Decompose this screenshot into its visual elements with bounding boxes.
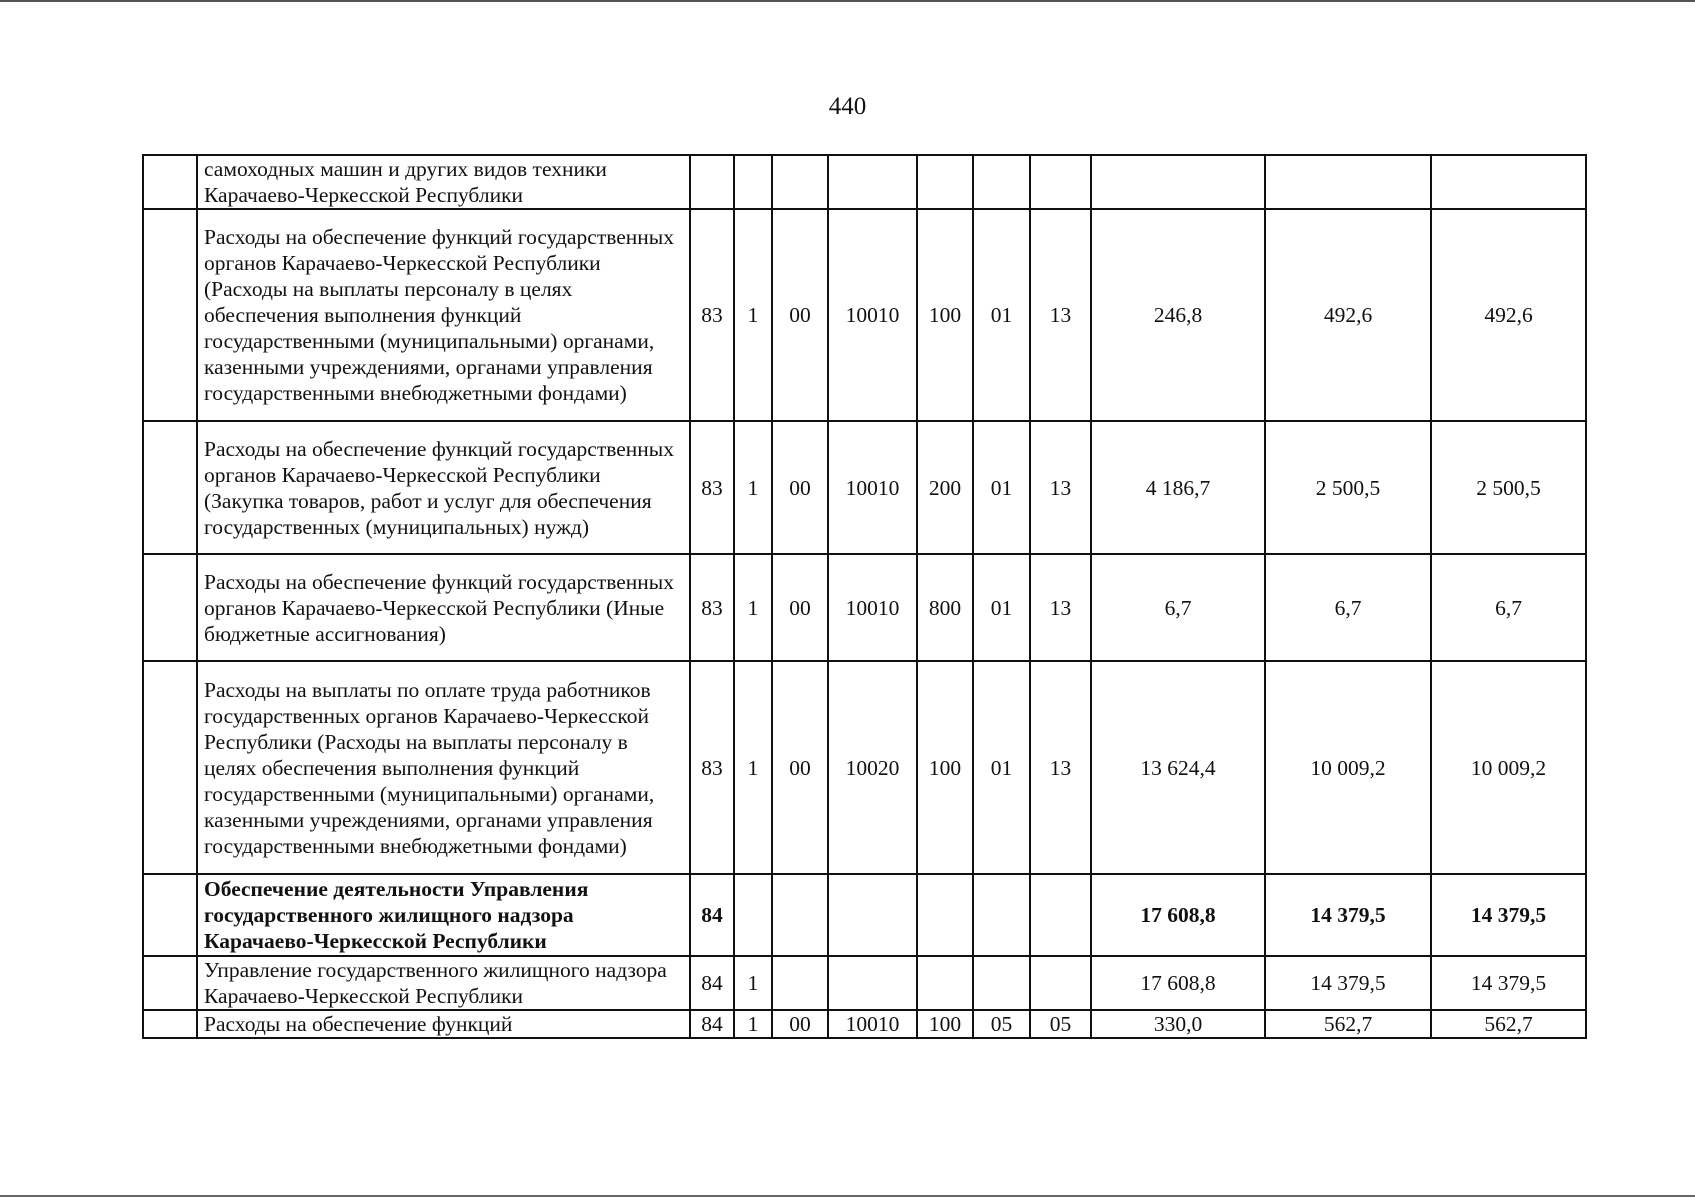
amount-cell-3: 10 009,2 <box>1431 661 1586 874</box>
code-cell-subprogram: 00 <box>772 209 828 421</box>
code-cell-subprogram <box>772 155 828 209</box>
code-cell-program: 1 <box>734 554 772 661</box>
code-cell-direction: 10010 <box>828 1010 917 1038</box>
row-number-cell <box>143 956 197 1010</box>
code-cell-subprogram: 00 <box>772 1010 828 1038</box>
code-cell-admin: 84 <box>690 1010 734 1038</box>
amount-cell-1: 4 186,7 <box>1091 421 1265 554</box>
code-cell-direction: 10010 <box>828 421 917 554</box>
amount-cell-1: 17 608,8 <box>1091 956 1265 1010</box>
code-cell-subprogram <box>772 874 828 956</box>
amount-cell-3: 14 379,5 <box>1431 874 1586 956</box>
code-cell-subsection: 13 <box>1030 554 1091 661</box>
code-cell-section <box>973 874 1030 956</box>
table-row <box>143 209 1586 421</box>
amount-cell-3: 6,7 <box>1431 554 1586 661</box>
code-cell-section <box>973 155 1030 209</box>
code-cell-subprogram: 00 <box>772 421 828 554</box>
code-cell-expense-type: 100 <box>917 1010 973 1038</box>
code-cell-admin: 84 <box>690 874 734 956</box>
amount-cell-2: 562,7 <box>1265 1010 1431 1038</box>
row-number-cell <box>143 209 197 421</box>
amount-cell-3: 492,6 <box>1431 209 1586 421</box>
code-cell-subprogram: 00 <box>772 661 828 874</box>
code-cell-direction <box>828 956 917 1010</box>
amount-cell-1: 13 624,4 <box>1091 661 1265 874</box>
code-cell-program: 1 <box>734 661 772 874</box>
table-row <box>143 421 1586 554</box>
top-scan-rule <box>0 0 1695 2</box>
code-cell-section: 01 <box>973 421 1030 554</box>
amount-cell-2: 14 379,5 <box>1265 874 1431 956</box>
code-cell-subsection <box>1030 874 1091 956</box>
code-cell-subsection: 05 <box>1030 1010 1091 1038</box>
table-row <box>143 554 1586 661</box>
amount-cell-1: 246,8 <box>1091 209 1265 421</box>
amount-cell-3: 2 500,5 <box>1431 421 1586 554</box>
page-number: 440 <box>828 93 867 120</box>
description-cell: Управление государственного жилищного надзора Карачаево-Черкесской Республики <box>197 956 690 1010</box>
row-number-cell <box>143 421 197 554</box>
table-row <box>143 1010 1586 1038</box>
code-cell-direction: 10010 <box>828 554 917 661</box>
amount-cell-2: 14 379,5 <box>1265 956 1431 1010</box>
amount-cell-2 <box>1265 155 1431 209</box>
code-cell-admin: 83 <box>690 421 734 554</box>
row-number-cell <box>143 155 197 209</box>
amount-cell-3: 562,7 <box>1431 1010 1586 1038</box>
description-cell: Расходы на выплаты по оплате труда работников государственных органов Карачаево-Черкесской Республики (Расходы на выплаты персоналу в целях обеспечения выполнения функций государственными (муниципальными) органами, казенными учреждениями, органами управления государственными внебюджетными фондами) <box>197 661 690 874</box>
code-cell-admin <box>690 155 734 209</box>
code-cell-admin: 83 <box>690 661 734 874</box>
description-cell: Обеспечение деятельности Управления государственного жилищного надзора Карачаево-Черкесской Республики <box>197 874 690 956</box>
code-cell-subsection <box>1030 956 1091 1010</box>
table-row <box>143 956 1586 1010</box>
code-cell-expense-type: 100 <box>917 209 973 421</box>
code-cell-section: 01 <box>973 554 1030 661</box>
code-cell-program: 1 <box>734 209 772 421</box>
amount-cell-3: 14 379,5 <box>1431 956 1586 1010</box>
amount-cell-2: 492,6 <box>1265 209 1431 421</box>
description-cell: Расходы на обеспечение функций государственных органов Карачаево-Черкесской Республики (Закупка товаров, работ и услуг для обеспечения государственных (муниципальных) нужд) <box>197 421 690 554</box>
amount-cell-2: 6,7 <box>1265 554 1431 661</box>
code-cell-expense-type: 800 <box>917 554 973 661</box>
code-cell-expense-type: 200 <box>917 421 973 554</box>
code-cell-expense-type <box>917 956 973 1010</box>
code-cell-expense-type <box>917 874 973 956</box>
code-cell-section: 01 <box>973 209 1030 421</box>
code-cell-program: 1 <box>734 1010 772 1038</box>
description-cell: Расходы на обеспечение функций <box>197 1010 690 1038</box>
amount-cell-1 <box>1091 155 1265 209</box>
code-cell-expense-type <box>917 155 973 209</box>
code-cell-admin: 83 <box>690 209 734 421</box>
row-number-cell <box>143 874 197 956</box>
table-row <box>143 661 1586 874</box>
code-cell-direction <box>828 155 917 209</box>
row-number-cell <box>143 661 197 874</box>
code-cell-direction: 10010 <box>828 209 917 421</box>
description-cell: Расходы на обеспечение функций государственных органов Карачаево-Черкесской Республики (Расходы на выплаты персоналу в целях обеспечения выполнения функций государственными (муниципальными) органами, казенными учреждениями, органами управления государственными внебюджетными фондами) <box>197 209 690 421</box>
bottom-scan-rule <box>0 1195 1695 1197</box>
code-cell-admin: 83 <box>690 554 734 661</box>
code-cell-program <box>734 874 772 956</box>
amount-cell-1: 6,7 <box>1091 554 1265 661</box>
code-cell-direction: 10020 <box>828 661 917 874</box>
amount-cell-2: 10 009,2 <box>1265 661 1431 874</box>
code-cell-subsection: 13 <box>1030 209 1091 421</box>
description-cell: самоходных машин и других видов техники Карачаево-Черкесской Республики <box>197 155 690 209</box>
code-cell-program <box>734 155 772 209</box>
code-cell-subprogram <box>772 956 828 1010</box>
row-number-cell <box>143 1010 197 1038</box>
amount-cell-1: 330,0 <box>1091 1010 1265 1038</box>
table-row <box>143 155 1586 209</box>
budget-table <box>142 154 1587 1039</box>
table-row-section-total <box>143 874 1586 956</box>
code-cell-expense-type: 100 <box>917 661 973 874</box>
code-cell-subsection: 13 <box>1030 661 1091 874</box>
code-cell-section: 05 <box>973 1010 1030 1038</box>
amount-cell-3 <box>1431 155 1586 209</box>
row-number-cell <box>143 554 197 661</box>
code-cell-admin: 84 <box>690 956 734 1010</box>
amount-cell-1: 17 608,8 <box>1091 874 1265 956</box>
description-cell: Расходы на обеспечение функций государственных органов Карачаево-Черкесской Республики (Иные бюджетные ассигнования) <box>197 554 690 661</box>
code-cell-subprogram: 00 <box>772 554 828 661</box>
code-cell-program: 1 <box>734 421 772 554</box>
code-cell-subsection: 13 <box>1030 421 1091 554</box>
code-cell-program: 1 <box>734 956 772 1010</box>
code-cell-section <box>973 956 1030 1010</box>
code-cell-direction <box>828 874 917 956</box>
code-cell-subsection <box>1030 155 1091 209</box>
code-cell-section: 01 <box>973 661 1030 874</box>
amount-cell-2: 2 500,5 <box>1265 421 1431 554</box>
